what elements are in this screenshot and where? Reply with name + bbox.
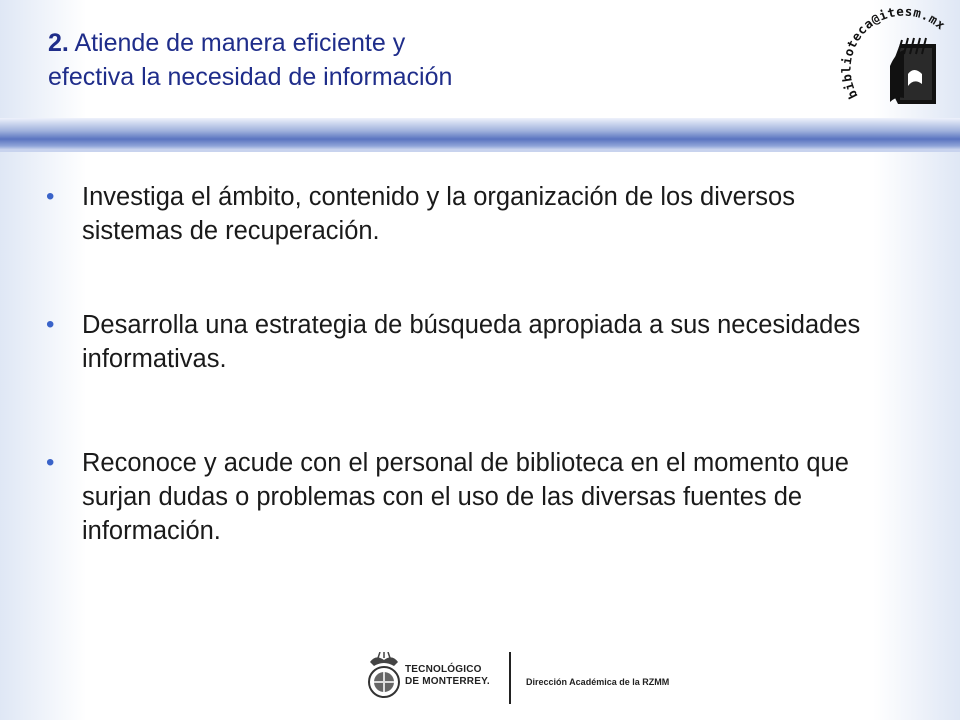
title-number: 2. [48, 29, 69, 57]
bullet-dot: • [46, 311, 55, 338]
bullet-text: Reconoce y acude con el personal de biblioteca en el momento que surjan dudas o problemas con el uso de las diversas fuentes de información. [82, 449, 849, 545]
tec-name-line-1: TECNOLÓGICO [405, 664, 482, 675]
tec-seal-icon [364, 652, 404, 702]
biblioteca-logo [838, 4, 956, 110]
bullet-dot: • [46, 449, 55, 476]
tec-name-line-2: DE MONTERREY. [405, 676, 490, 687]
header-band [0, 118, 960, 152]
biblioteca-logo-text: biblioteca@itesm.mx [838, 4, 949, 102]
bullet-dot: • [46, 183, 55, 210]
bullet-text: Desarrolla una estrategia de búsqueda apropiada a sus necesidades informativas. [82, 311, 861, 373]
books-icon [838, 4, 956, 110]
title-line-1 [48, 26, 808, 60]
title-line-2: efectiva la necesidad de información [48, 63, 453, 91]
title-text-1: Atiende de manera eficiente y [74, 29, 406, 57]
slide-title [48, 26, 808, 94]
department-label: Dirección Académica de la RZMM [526, 677, 670, 687]
bullet-text: Investiga el ámbito, contenido y la organización de los diversos sistemas de recuperación. [82, 183, 795, 245]
tec-name [405, 664, 505, 688]
footer-divider [509, 652, 511, 704]
